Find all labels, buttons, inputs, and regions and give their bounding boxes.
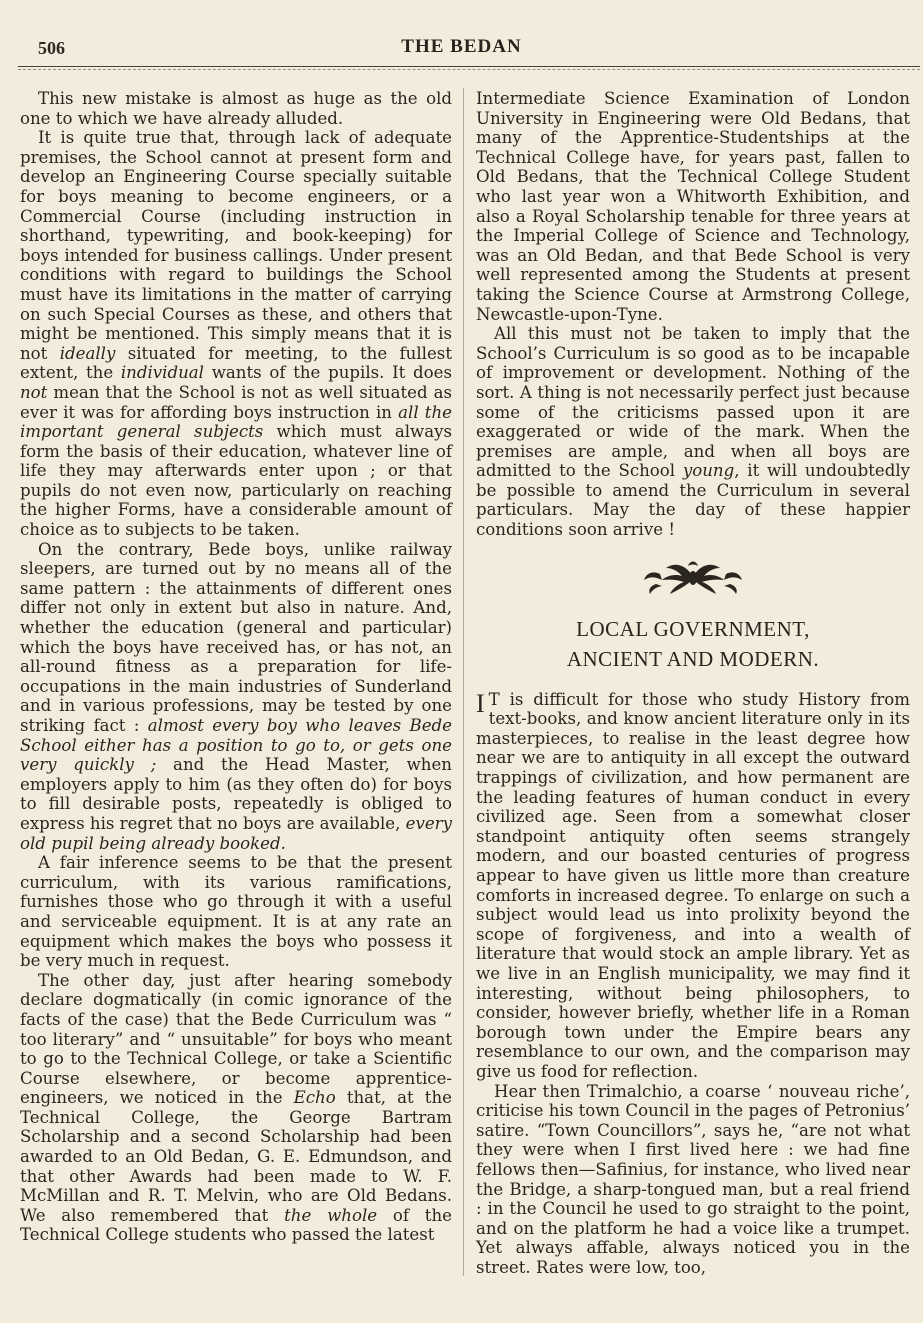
- paragraph: All this must not be taken to imply that the School’s Curriculum is so good as to be incapable of improvement or development. Nothing of the sort. A thing is not necessarily perfect just because some of the criticisms passed upon it are exaggerated or wide of the mark. When the premises are ample, and when all boys are admitted to the School young, it will undoubtedly be possible to amend the Curriculum in several particulars. May the day of these happier conditions soon arrive !: [476, 324, 911, 540]
- right-column: [476, 89, 910, 1277]
- paragraph: Intermediate Science Examination of London University in Engineering were Old Bedans, that many of the Apprentice-Studentships at the Technical College have, for years past, fallen to Old Bedans, that the Technical College Student who last year won a Whitworth Exhibition, and also a Royal Scholarship tenable for three years at the Imperial College of Science and Technology, was an Old Bedan, and that Bede School is very well represented among the Students at present taking the Science Course at Armstrong College, Newcastle-upon-Tyne.: [476, 89, 910, 324]
- paragraph: A fair inference seems to be that the present curriculum, with its various ramifications, furnishes those who go through it with a useful and serviceable equipment. It is at any rate an equipment which makes the boys who possess it be very much in request.: [20, 853, 452, 971]
- paragraph: It is quite true that, through lack of adequate premises, the School cannot at present form and develop an Engineering Course specially suitable for boys meaning to become engineers, or a Commercial Course (including instruction in shorthand, typewriting, and book-keeping) for boys intended for business callings. Under present conditions with regard to buildings the School must have its limitations in the matter of carrying on such Special Courses as these, and others that might be mentioned. This simply means that it is not ideally situated for meeting, to the fullest extent, the individual wants of the pupils. It does not mean that the School is not as well situated as ever it was for affording boys instruction in all the important general subjects which must always form the basis of their education, whatever line of life they may afterwards enter upon ; or that pupils do not even now, particularly on reaching the higher Forms, have a considerable amount of choice as to subjects to be taken.: [20, 128, 453, 540]
- article-title: LOCAL GOVERNMENT, ANCIENT AND MODERN.: [566, 616, 820, 671]
- page-number: 506: [38, 38, 65, 58]
- paragraph: Hear then Trimalchio, a coarse ‘ nouveau riche’, criticise his town Council in the pages of Petronius’ satire. “Town Councillors”, says he, “are not what they were when I first lived here : we had fine fellows then—Safinius, for instance, who lived near the Bridge, a sharp-tongued man, but a real friend : in the Council he used to go straight to the point, and on the platform he had a voice like a trumpet. Yet always affable, always noticed you in the street. Rates were low, too,: [476, 1081, 910, 1277]
- paragraph: This new mistake is almost as huge as the old one to which we have already alluded.: [20, 89, 452, 128]
- paragraph: I T is difficult for those who study History from text-books, and know ancient literature only in its masterpieces, to realise in the least degree how near we are to antiquity in all except the outward trappings of civilization, and how permanent are the leading features of human conduct in every civilized age. Seen from a somewhat closer standpoint antiquity often seems strangely modern, and our boasted centuries of progress appear to have given us little more than creature comforts in increased degree. To enlarge on such a subject would lead us into prolixity beyond the scope of forgiveness, and into a wealth of literature that would stock an ample library. Yet as we live in an English municipality, we may find it interesting, without being philosophers, to consider, however briefly, whether life in a Roman borough town under the Empire bears any resemblance to our own, and the comparison may give us food for reflection.: [476, 688, 910, 1081]
- page-header: [0, 30, 923, 70]
- header-rule: [18, 66, 920, 67]
- header-rule-dashed: [18, 69, 920, 70]
- fleuron-ornament-icon: [476, 554, 910, 604]
- drop-cap: I: [476, 688, 485, 718]
- column-divider: [463, 88, 464, 1276]
- paragraph: On the contrary, Bede boys, unlike railway sleepers, are turned out by no means all of the same pattern : the attainments of different ones differ not only in extent but also in nature. And, whether the education (general and particular) which the boys have received has, or has not, an all-round fitness as a preparation for life-occupations in the main industries of Sunderland and in various professions, may be tested by one striking fact : almost every boy who leaves Bede School either has a position to go to, or gets one very quickly ; and the Head Master, when employers apply to him (as they often do) for boys to fill desirable posts, repeatedly is obliged to express his regret that no boys are available, every old pupil being already booked.: [20, 539, 452, 853]
- left-column: [20, 89, 452, 1245]
- paragraph: The other day, just after hearing somebody declare dogmatically (in comic ignorance of the facts of the case) that the Bede Curriculum was “ too literary” and “ unsuitable” for boys who meant to go to the Technical College, or take a Scientific Course elsewhere, or become apprentice-engineers, we noticed in the Echo that, at the Technical College, the George Bartram Scholarship and a second Scholarship had been awarded to an Old Bedan, G. E. Edmundson, and that other Awards had been made to W. F. McMillan and R. T. Melvin, who are Old Bedans. We also remembered that the whole of the Technical College students who passed the latest: [20, 970, 452, 1245]
- journal-title: THE BEDAN: [401, 36, 522, 57]
